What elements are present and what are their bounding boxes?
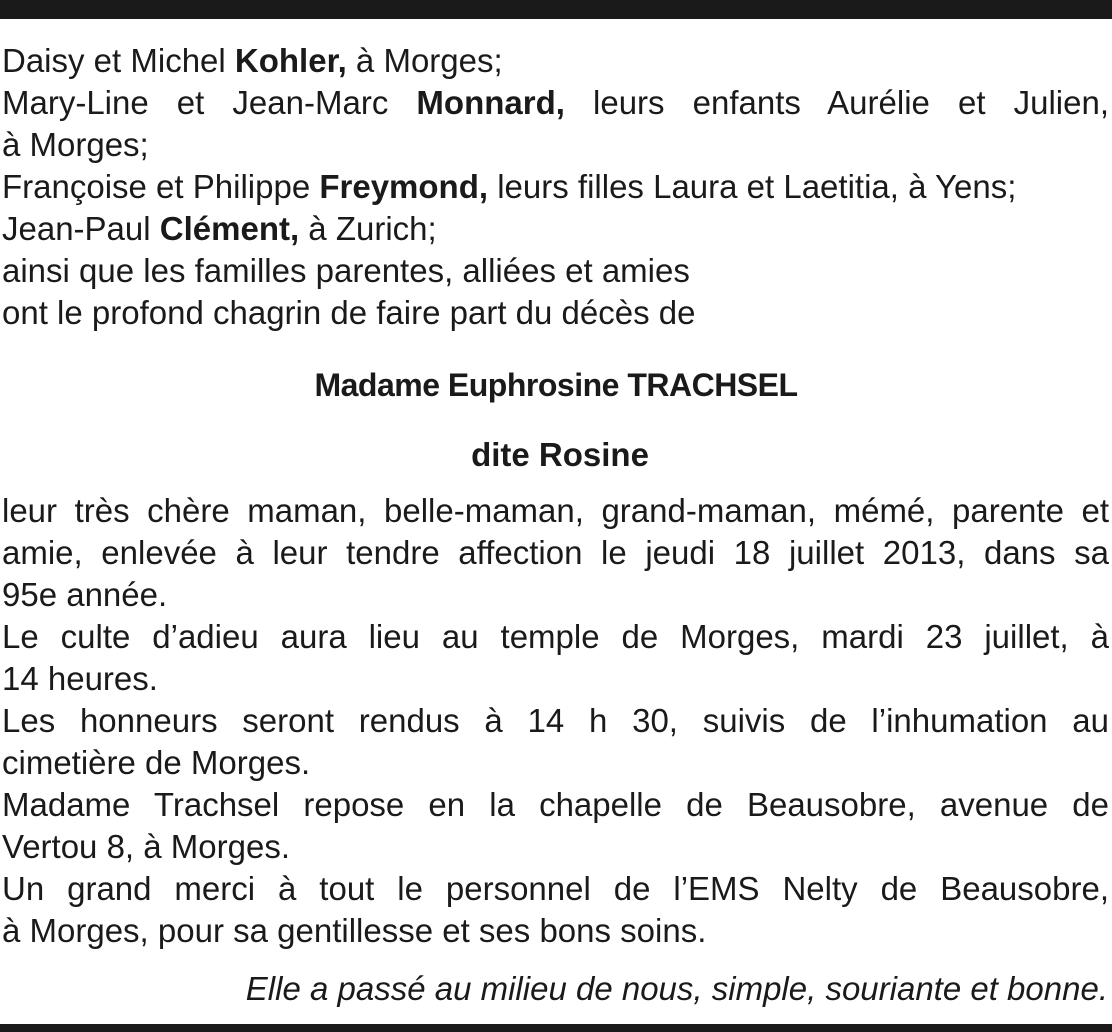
- family-announcement: [2, 40, 1109, 334]
- top-rule: [0, 0, 1112, 19]
- paragraph-chapel: Madame Trachsel repose en la chapelle de Beausobre, avenue de Vertou 8, à Morges.: [2, 786, 1109, 865]
- family-name-freymond: Freymond,: [319, 168, 489, 205]
- family-line-monnard: Mary-Line et Jean-Marc Monnard, leurs enfants Aurélie et Julien,: [2, 84, 1109, 121]
- bottom-rule: [0, 1024, 1112, 1032]
- closing-quote: Elle a passé au milieu de nous, simple, souriante et bonne.: [245, 970, 1108, 1007]
- deceased-name: Madame Euphrosine TRACHSEL: [314, 367, 798, 403]
- paragraph-relationship: leur très chère maman, belle-maman, grand-maman, mémé, parente et amie, enlevée à leur tendre affection le jeudi 18 juillet 2013, dans sa 95e année.: [2, 492, 1109, 613]
- paragraph-thanks: Un grand merci à tout le personnel de l’EMS Nelty de Beausobre, à Morges, pour sa gentillesse et ses bons soins.: [2, 870, 1109, 949]
- family-line-relatives: ainsi que les familles parentes, alliées et amies: [2, 252, 690, 289]
- family-line-kohler: Daisy et Michel Kohler, à Morges;: [2, 42, 503, 79]
- deceased-nickname: dite Rosine: [471, 436, 649, 473]
- obituary-body: [2, 490, 1109, 952]
- family-line-announcement: ont le profond chagrin de faire part du décès de: [2, 294, 696, 331]
- family-line-freymond: Françoise et Philippe Freymond, leurs filles Laura et Laetitia, à Yens;: [2, 168, 1017, 205]
- family-name-clement: Clément,: [159, 210, 300, 247]
- family-name-kohler: Kohler,: [234, 42, 347, 79]
- paragraph-burial: Les honneurs seront rendus à 14 h 30, suivis de l’inhumation au cimetière de Morges.: [2, 702, 1109, 781]
- family-line-clement: Jean-Paul Clément, à Zurich;: [2, 210, 437, 247]
- paragraph-service: Le culte d’adieu aura lieu au temple de Morges, mardi 23 juillet, à 14 heures.: [2, 618, 1109, 697]
- family-line-monnard-location: à Morges;: [2, 126, 149, 163]
- family-name-monnard: Monnard,: [416, 84, 565, 121]
